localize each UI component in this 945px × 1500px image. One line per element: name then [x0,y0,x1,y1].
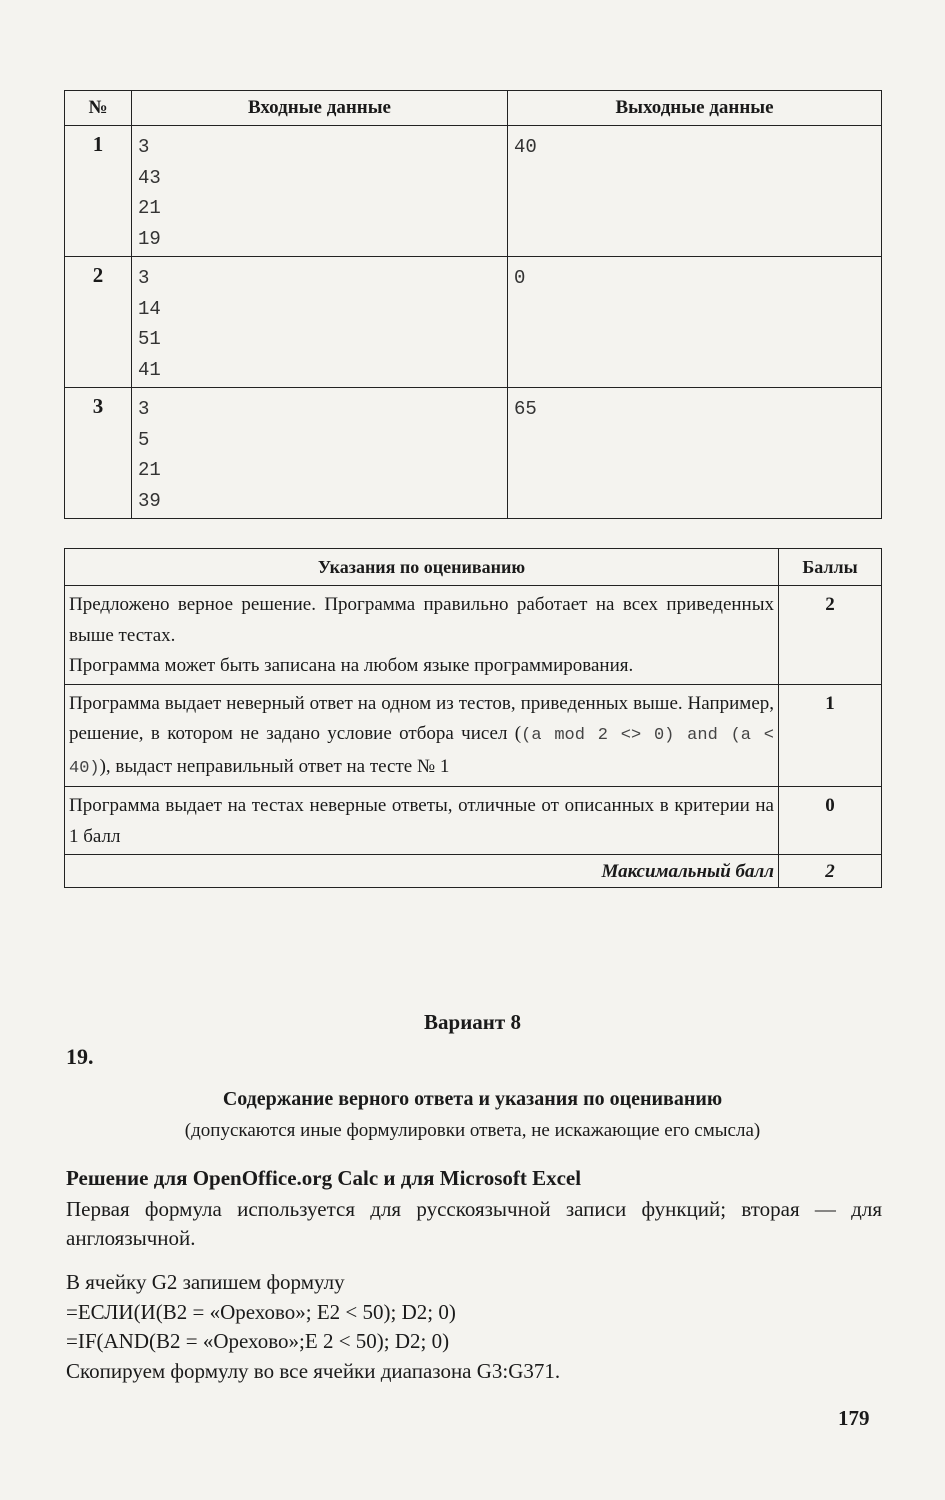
question-number: 19. [66,1044,94,1069]
criteria-text [65,586,779,685]
answer-heading: Содержание верного ответа и указания по оцениванию [222,1088,723,1110]
code-snippet: (a mod 2 <> 0) and (a < 40) [69,726,775,778]
test-number: 2 [65,257,132,388]
input-line: 39 [138,489,161,512]
criteria-paragraph: ), выдаст неправильный ответ на тесте № 1 [99,755,450,777]
output-value: 40 [514,136,537,158]
test-input [132,388,508,519]
test-input [132,257,508,388]
points-value: 0 [779,787,882,855]
max-score-label: Максимальный балл [65,855,779,888]
input-line: 14 [138,297,161,320]
input-line: 5 [138,428,150,451]
input-line: 21 [138,197,161,219]
header-output: Выходные данные [508,91,882,126]
input-line: 43 [138,166,161,189]
input-line: 3 [138,136,150,158]
points-value: 1 [779,684,882,787]
header-number: № [65,91,132,126]
formula-en: =IF(AND(B2 = «Орехово»;E 2 < 50); D2; 0) [66,1329,450,1353]
test-output [508,126,882,257]
max-score-value: 2 [779,855,882,888]
criteria-paragraph: Программа выдает неверный ответ на одном из тестов, приведенных выше. Например, решение, в котором не задано условие отбора чисел ( [69,692,774,744]
copy-instruction: Скопируем формулу во все ячейки диапазона G3:G371. [66,1358,561,1383]
input-line: 41 [138,358,161,381]
page-number: 179 [838,1406,870,1430]
table-row [65,126,882,257]
test-input [132,126,508,257]
tests-header-row [65,91,882,126]
input-line: 19 [138,227,161,250]
formula-intro: В ячейку G2 запишем формулу [66,1270,345,1294]
header-criteria: Указания по оцениванию [65,549,779,586]
header-input: Входные данные [132,91,508,126]
formula-block [66,1268,560,1386]
test-output [508,257,882,388]
criteria-text: Программа выдает на тестах неверные ответы, отличные от описанных в критерии на 1 балл [65,787,779,855]
points-value: 2 [779,586,882,685]
criteria-text [65,684,779,787]
grading-table [64,548,882,888]
table-row [65,388,882,519]
table-row [65,586,882,685]
test-output [508,388,882,519]
grading-header-row [65,549,882,586]
table-row [65,787,882,855]
table-row [65,684,882,787]
output-value: 0 [514,267,526,289]
input-line: 3 [138,398,150,420]
answer-subheading: (допускаются иные формулировки ответа, не искажающие его смысла) [184,1120,761,1141]
formula-ru: =ЕСЛИ(И(B2 = «Орехово»; E2 < 50); D2; 0) [66,1299,456,1324]
output-value: 65 [514,398,537,420]
solution-title: Решение для OpenOffice.org Calc и для Microsoft Excel [66,1166,582,1190]
max-score-row [65,855,882,888]
input-line: 3 [138,267,150,289]
test-number: 1 [65,126,132,257]
solution-text: Первая формула используется для русскоязычной записи функций; вторая — для англоязычной. [66,1197,882,1250]
table-row [65,257,882,388]
variant-title: Вариант 8 [424,1010,521,1034]
header-points: Баллы [779,549,882,586]
criteria-paragraph: Программа может быть записана на любом языке программирования. [69,655,634,676]
test-number: 3 [65,388,132,519]
tests-table [64,90,882,519]
criteria-paragraph: Предложено верное решение. Программа правильно работает на всех приведенных выше тестах. [69,594,774,646]
input-line: 21 [138,459,161,481]
input-line: 51 [138,328,161,350]
